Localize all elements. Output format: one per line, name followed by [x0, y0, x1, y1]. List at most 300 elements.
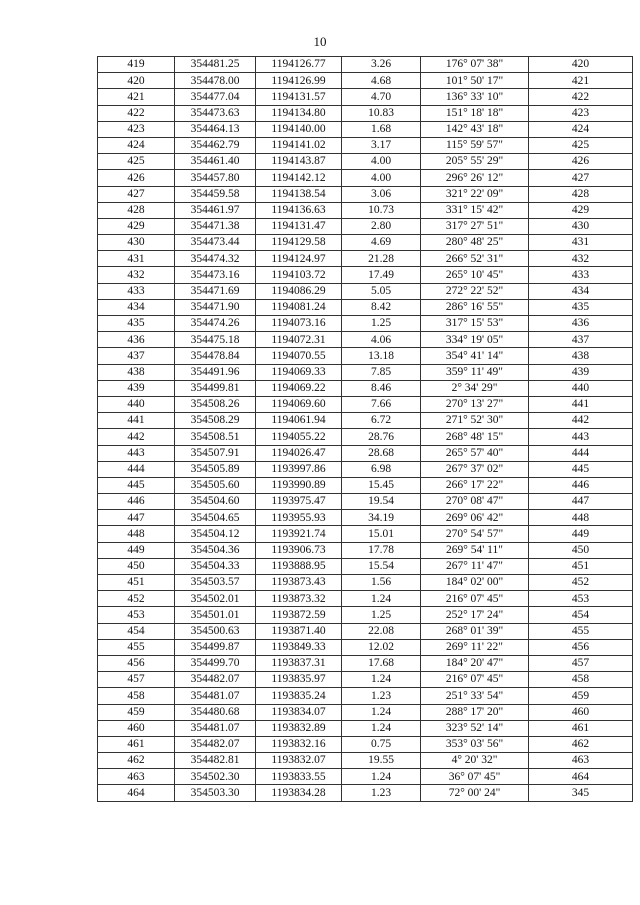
next-point-cell: 450 [529, 542, 633, 558]
distance-cell: 3.06 [342, 186, 421, 202]
point-number-cell: 462 [98, 753, 175, 769]
y-coordinate-cell: 1193834.28 [256, 785, 342, 801]
table-row [98, 607, 633, 623]
bearing-cell: 265° 10' 45" [421, 267, 529, 283]
x-coordinate-cell: 354478.00 [175, 73, 256, 89]
point-number-cell: 444 [98, 461, 175, 477]
page-number: 10 [313, 34, 327, 49]
bearing-cell: 176° 07' 38" [421, 57, 529, 73]
bearing-cell: 265° 57' 40" [421, 445, 529, 461]
next-point-cell: 434 [529, 283, 633, 299]
y-coordinate-cell: 1194142.12 [256, 170, 342, 186]
next-point-cell: 421 [529, 73, 633, 89]
distance-cell: 1.24 [342, 591, 421, 607]
x-coordinate-cell: 354505.60 [175, 477, 256, 493]
y-coordinate-cell: 1193873.32 [256, 591, 342, 607]
x-coordinate-cell: 354503.57 [175, 575, 256, 591]
x-coordinate-cell: 354504.12 [175, 526, 256, 542]
next-point-cell: 444 [529, 445, 633, 461]
x-coordinate-cell: 354499.81 [175, 380, 256, 396]
point-number-cell: 447 [98, 510, 175, 526]
next-point-cell: 462 [529, 736, 633, 752]
distance-cell: 17.49 [342, 267, 421, 283]
x-coordinate-cell: 354477.04 [175, 89, 256, 105]
point-number-cell: 433 [98, 283, 175, 299]
y-coordinate-cell: 1194141.02 [256, 137, 342, 153]
next-point-cell: 443 [529, 429, 633, 445]
x-coordinate-cell: 354482.81 [175, 753, 256, 769]
x-coordinate-cell: 354503.30 [175, 785, 256, 801]
table-row [98, 429, 633, 445]
point-number-cell: 449 [98, 542, 175, 558]
x-coordinate-cell: 354478.84 [175, 348, 256, 364]
x-coordinate-cell: 354471.38 [175, 218, 256, 234]
next-point-cell: 458 [529, 672, 633, 688]
distance-cell: 1.24 [342, 672, 421, 688]
table-row [98, 348, 633, 364]
y-coordinate-cell: 1193832.89 [256, 720, 342, 736]
point-number-cell: 456 [98, 655, 175, 671]
bearing-cell: 270° 13' 27" [421, 396, 529, 412]
next-point-cell: 428 [529, 186, 633, 202]
x-coordinate-cell: 354461.40 [175, 154, 256, 170]
table-row [98, 137, 633, 153]
point-number-cell: 459 [98, 704, 175, 720]
y-coordinate-cell: 1193955.93 [256, 510, 342, 526]
x-coordinate-cell: 354507.91 [175, 445, 256, 461]
next-point-cell: 463 [529, 753, 633, 769]
bearing-cell: 184° 20' 47" [421, 655, 529, 671]
distance-cell: 8.42 [342, 299, 421, 315]
y-coordinate-cell: 1193835.24 [256, 688, 342, 704]
x-coordinate-cell: 354504.65 [175, 510, 256, 526]
next-point-cell: 431 [529, 235, 633, 251]
distance-cell: 4.69 [342, 235, 421, 251]
y-coordinate-cell: 1194143.87 [256, 154, 342, 170]
x-coordinate-cell: 354474.26 [175, 316, 256, 332]
next-point-cell: 345 [529, 785, 633, 801]
next-point-cell: 420 [529, 57, 633, 73]
next-point-cell: 430 [529, 218, 633, 234]
y-coordinate-cell: 1194131.47 [256, 218, 342, 234]
bearing-cell: 268° 01' 39" [421, 623, 529, 639]
table-row [98, 494, 633, 510]
next-point-cell: 427 [529, 170, 633, 186]
point-number-cell: 438 [98, 364, 175, 380]
y-coordinate-cell: 1194134.80 [256, 105, 342, 121]
y-coordinate-cell: 1194072.31 [256, 332, 342, 348]
point-number-cell: 419 [98, 57, 175, 73]
x-coordinate-cell: 354475.18 [175, 332, 256, 348]
bearing-cell: 266° 52' 31" [421, 251, 529, 267]
table-row [98, 267, 633, 283]
x-coordinate-cell: 354481.07 [175, 720, 256, 736]
x-coordinate-cell: 354508.26 [175, 396, 256, 412]
x-coordinate-cell: 354473.16 [175, 267, 256, 283]
table-row [98, 753, 633, 769]
distance-cell: 5.05 [342, 283, 421, 299]
table-row [98, 73, 633, 89]
table-row [98, 526, 633, 542]
next-point-cell: 429 [529, 202, 633, 218]
bearing-cell: 101° 50' 17" [421, 73, 529, 89]
bearing-cell: 317° 15' 53" [421, 316, 529, 332]
y-coordinate-cell: 1194129.58 [256, 235, 342, 251]
next-point-cell: 449 [529, 526, 633, 542]
point-number-cell: 435 [98, 316, 175, 332]
point-number-cell: 452 [98, 591, 175, 607]
table-row [98, 89, 633, 105]
distance-cell: 22.08 [342, 623, 421, 639]
table-row [98, 235, 633, 251]
x-coordinate-cell: 354504.36 [175, 542, 256, 558]
table-row [98, 575, 633, 591]
point-number-cell: 422 [98, 105, 175, 121]
table-row [98, 121, 633, 137]
next-point-cell: 436 [529, 316, 633, 332]
table-row [98, 105, 633, 121]
x-coordinate-cell: 354481.07 [175, 688, 256, 704]
x-coordinate-cell: 354499.70 [175, 655, 256, 671]
table-row [98, 332, 633, 348]
distance-cell: 10.83 [342, 105, 421, 121]
table-row [98, 591, 633, 607]
table-row [98, 299, 633, 315]
next-point-cell: 447 [529, 494, 633, 510]
bearing-cell: 142° 43' 18" [421, 121, 529, 137]
next-point-cell: 457 [529, 655, 633, 671]
bearing-cell: 286° 16' 55" [421, 299, 529, 315]
distance-cell: 15.01 [342, 526, 421, 542]
point-number-cell: 427 [98, 186, 175, 202]
bearing-cell: 2° 34' 29" [421, 380, 529, 396]
next-point-cell: 442 [529, 413, 633, 429]
bearing-cell: 266° 17' 22" [421, 477, 529, 493]
distance-cell: 19.54 [342, 494, 421, 510]
table-row [98, 785, 633, 801]
table-row [98, 623, 633, 639]
x-coordinate-cell: 354473.44 [175, 235, 256, 251]
y-coordinate-cell: 1193888.95 [256, 558, 342, 574]
y-coordinate-cell: 1193834.07 [256, 704, 342, 720]
bearing-cell: 4° 20' 32" [421, 753, 529, 769]
table-row [98, 720, 633, 736]
x-coordinate-cell: 354502.30 [175, 769, 256, 785]
y-coordinate-cell: 1193990.89 [256, 477, 342, 493]
table-row [98, 283, 633, 299]
next-point-cell: 445 [529, 461, 633, 477]
next-point-cell: 461 [529, 720, 633, 736]
point-number-cell: 430 [98, 235, 175, 251]
y-coordinate-cell: 1194073.16 [256, 316, 342, 332]
bearing-cell: 354° 41' 14" [421, 348, 529, 364]
table-row [98, 57, 633, 73]
bearing-cell: 334° 19' 05" [421, 332, 529, 348]
table-row [98, 769, 633, 785]
x-coordinate-cell: 354464.13 [175, 121, 256, 137]
table-row [98, 186, 633, 202]
distance-cell: 1.23 [342, 688, 421, 704]
bearing-cell: 317° 27' 51" [421, 218, 529, 234]
y-coordinate-cell: 1193872.59 [256, 607, 342, 623]
y-coordinate-cell: 1194070.55 [256, 348, 342, 364]
distance-cell: 15.54 [342, 558, 421, 574]
bearing-cell: 205° 55' 29" [421, 154, 529, 170]
distance-cell: 4.00 [342, 154, 421, 170]
x-coordinate-cell: 354480.68 [175, 704, 256, 720]
distance-cell: 28.68 [342, 445, 421, 461]
point-number-cell: 443 [98, 445, 175, 461]
point-number-cell: 454 [98, 623, 175, 639]
y-coordinate-cell: 1194138.54 [256, 186, 342, 202]
next-point-cell: 424 [529, 121, 633, 137]
bearing-cell: 252° 17' 24" [421, 607, 529, 623]
bearing-cell: 321° 22' 09" [421, 186, 529, 202]
table-row [98, 655, 633, 671]
x-coordinate-cell: 354502.01 [175, 591, 256, 607]
next-point-cell: 432 [529, 251, 633, 267]
point-number-cell: 460 [98, 720, 175, 736]
point-number-cell: 428 [98, 202, 175, 218]
next-point-cell: 440 [529, 380, 633, 396]
table-row [98, 477, 633, 493]
point-number-cell: 457 [98, 672, 175, 688]
bearing-cell: 151° 18' 18" [421, 105, 529, 121]
next-point-cell: 454 [529, 607, 633, 623]
distance-cell: 1.25 [342, 607, 421, 623]
next-point-cell: 437 [529, 332, 633, 348]
distance-cell: 12.02 [342, 639, 421, 655]
distance-cell: 17.68 [342, 655, 421, 671]
next-point-cell: 451 [529, 558, 633, 574]
x-coordinate-cell: 354504.60 [175, 494, 256, 510]
point-number-cell: 451 [98, 575, 175, 591]
distance-cell: 7.66 [342, 396, 421, 412]
table-row [98, 251, 633, 267]
x-coordinate-cell: 354482.07 [175, 736, 256, 752]
x-coordinate-cell: 354462.79 [175, 137, 256, 153]
distance-cell: 3.26 [342, 57, 421, 73]
distance-cell: 1.56 [342, 575, 421, 591]
next-point-cell: 441 [529, 396, 633, 412]
table-row [98, 170, 633, 186]
next-point-cell: 446 [529, 477, 633, 493]
y-coordinate-cell: 1193921.74 [256, 526, 342, 542]
y-coordinate-cell: 1193837.31 [256, 655, 342, 671]
x-coordinate-cell: 354482.07 [175, 672, 256, 688]
x-coordinate-cell: 354481.25 [175, 57, 256, 73]
point-number-cell: 440 [98, 396, 175, 412]
point-number-cell: 453 [98, 607, 175, 623]
bearing-cell: 216° 07' 45" [421, 672, 529, 688]
point-number-cell: 423 [98, 121, 175, 137]
distance-cell: 6.72 [342, 413, 421, 429]
distance-cell: 1.24 [342, 720, 421, 736]
bearing-cell: 288° 17' 20" [421, 704, 529, 720]
next-point-cell: 433 [529, 267, 633, 283]
y-coordinate-cell: 1194069.33 [256, 364, 342, 380]
point-number-cell: 437 [98, 348, 175, 364]
distance-cell: 4.00 [342, 170, 421, 186]
next-point-cell: 456 [529, 639, 633, 655]
y-coordinate-cell: 1194103.72 [256, 267, 342, 283]
x-coordinate-cell: 354505.89 [175, 461, 256, 477]
bearing-cell: 323° 52' 14" [421, 720, 529, 736]
point-number-cell: 432 [98, 267, 175, 283]
point-number-cell: 429 [98, 218, 175, 234]
x-coordinate-cell: 354504.33 [175, 558, 256, 574]
bearing-cell: 216° 07' 45" [421, 591, 529, 607]
bearing-cell: 267° 37' 02" [421, 461, 529, 477]
y-coordinate-cell: 1194124.97 [256, 251, 342, 267]
point-number-cell: 458 [98, 688, 175, 704]
table-row [98, 364, 633, 380]
point-number-cell: 461 [98, 736, 175, 752]
table-row [98, 542, 633, 558]
distance-cell: 6.98 [342, 461, 421, 477]
x-coordinate-cell: 354461.97 [175, 202, 256, 218]
distance-cell: 28.76 [342, 429, 421, 445]
y-coordinate-cell: 1193871.40 [256, 623, 342, 639]
distance-cell: 0.75 [342, 736, 421, 752]
next-point-cell: 425 [529, 137, 633, 153]
x-coordinate-cell: 354474.32 [175, 251, 256, 267]
next-point-cell: 455 [529, 623, 633, 639]
y-coordinate-cell: 1194136.63 [256, 202, 342, 218]
distance-cell: 8.46 [342, 380, 421, 396]
distance-cell: 4.06 [342, 332, 421, 348]
bearing-cell: 331° 15' 42" [421, 202, 529, 218]
y-coordinate-cell: 1194126.99 [256, 73, 342, 89]
y-coordinate-cell: 1193832.16 [256, 736, 342, 752]
next-point-cell: 422 [529, 89, 633, 105]
x-coordinate-cell: 354508.29 [175, 413, 256, 429]
bearing-cell: 184° 02' 00" [421, 575, 529, 591]
next-point-cell: 452 [529, 575, 633, 591]
table-row [98, 316, 633, 332]
y-coordinate-cell: 1193833.55 [256, 769, 342, 785]
y-coordinate-cell: 1194026.47 [256, 445, 342, 461]
x-coordinate-cell: 354501.01 [175, 607, 256, 623]
point-number-cell: 426 [98, 170, 175, 186]
x-coordinate-cell: 354491.96 [175, 364, 256, 380]
bearing-cell: 72° 00' 24" [421, 785, 529, 801]
distance-cell: 7.85 [342, 364, 421, 380]
distance-cell: 1.68 [342, 121, 421, 137]
y-coordinate-cell: 1194061.94 [256, 413, 342, 429]
table-row [98, 558, 633, 574]
bearing-cell: 268° 48' 15" [421, 429, 529, 445]
next-point-cell: 438 [529, 348, 633, 364]
point-number-cell: 439 [98, 380, 175, 396]
next-point-cell: 448 [529, 510, 633, 526]
x-coordinate-cell: 354499.87 [175, 639, 256, 655]
table-row [98, 380, 633, 396]
bearing-cell: 272° 22' 52" [421, 283, 529, 299]
bearing-cell: 270° 54' 57" [421, 526, 529, 542]
distance-cell: 34.19 [342, 510, 421, 526]
y-coordinate-cell: 1194055.22 [256, 429, 342, 445]
point-number-cell: 425 [98, 154, 175, 170]
point-number-cell: 436 [98, 332, 175, 348]
point-number-cell: 446 [98, 494, 175, 510]
next-point-cell: 453 [529, 591, 633, 607]
distance-cell: 4.70 [342, 89, 421, 105]
y-coordinate-cell: 1193997.86 [256, 461, 342, 477]
y-coordinate-cell: 1194140.00 [256, 121, 342, 137]
x-coordinate-cell: 354508.51 [175, 429, 256, 445]
y-coordinate-cell: 1194126.77 [256, 57, 342, 73]
coordinates-table [97, 56, 633, 802]
y-coordinate-cell: 1194131.57 [256, 89, 342, 105]
point-number-cell: 434 [98, 299, 175, 315]
y-coordinate-cell: 1194069.22 [256, 380, 342, 396]
bearing-cell: 359° 11' 49" [421, 364, 529, 380]
distance-cell: 13.18 [342, 348, 421, 364]
distance-cell: 4.68 [342, 73, 421, 89]
table-row [98, 445, 633, 461]
bearing-cell: 296° 26' 12" [421, 170, 529, 186]
next-point-cell: 439 [529, 364, 633, 380]
bearing-cell: 270° 08' 47" [421, 494, 529, 510]
y-coordinate-cell: 1194069.60 [256, 396, 342, 412]
bearing-cell: 353° 03' 56" [421, 736, 529, 752]
table-row [98, 639, 633, 655]
bearing-cell: 269° 06' 42" [421, 510, 529, 526]
distance-cell: 15.45 [342, 477, 421, 493]
next-point-cell: 464 [529, 769, 633, 785]
table-row [98, 218, 633, 234]
table-row [98, 461, 633, 477]
bearing-cell: 267° 11' 47" [421, 558, 529, 574]
bearing-cell: 251° 33' 54" [421, 688, 529, 704]
x-coordinate-cell: 354457.80 [175, 170, 256, 186]
bearing-cell: 280° 48' 25" [421, 235, 529, 251]
distance-cell: 21.28 [342, 251, 421, 267]
distance-cell: 2.80 [342, 218, 421, 234]
x-coordinate-cell: 354473.63 [175, 105, 256, 121]
table-row [98, 510, 633, 526]
distance-cell: 1.25 [342, 316, 421, 332]
next-point-cell: 459 [529, 688, 633, 704]
point-number-cell: 441 [98, 413, 175, 429]
distance-cell: 19.55 [342, 753, 421, 769]
distance-cell: 3.17 [342, 137, 421, 153]
table-row [98, 413, 633, 429]
table-row [98, 688, 633, 704]
point-number-cell: 448 [98, 526, 175, 542]
point-number-cell: 424 [98, 137, 175, 153]
point-number-cell: 431 [98, 251, 175, 267]
point-number-cell: 450 [98, 558, 175, 574]
point-number-cell: 420 [98, 73, 175, 89]
y-coordinate-cell: 1193873.43 [256, 575, 342, 591]
bearing-cell: 115° 59' 57" [421, 137, 529, 153]
table-row [98, 736, 633, 752]
x-coordinate-cell: 354500.63 [175, 623, 256, 639]
bearing-cell: 269° 54' 11" [421, 542, 529, 558]
y-coordinate-cell: 1194086.29 [256, 283, 342, 299]
x-coordinate-cell: 354471.69 [175, 283, 256, 299]
point-number-cell: 445 [98, 477, 175, 493]
distance-cell: 17.78 [342, 542, 421, 558]
next-point-cell: 460 [529, 704, 633, 720]
point-number-cell: 421 [98, 89, 175, 105]
distance-cell: 10.73 [342, 202, 421, 218]
point-number-cell: 442 [98, 429, 175, 445]
table-row [98, 396, 633, 412]
point-number-cell: 455 [98, 639, 175, 655]
